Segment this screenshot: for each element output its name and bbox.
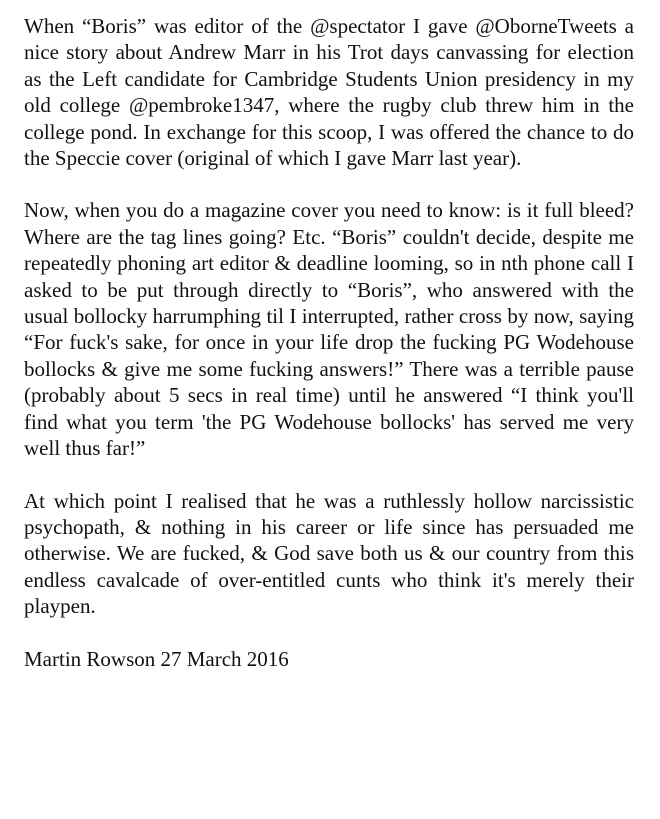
- paragraph-3: At which point I realised that he was a ruthlessly hollow narcissistic psychopath, & nothing in his career or life since has persuaded me otherwise. We are fucked, & God save both us & our country from this endless cavalcade of over-entitled cunts who think it's merely their playpen.: [24, 488, 634, 619]
- signature: Martin Rowson 27 March 2016: [24, 646, 289, 671]
- paragraph-2: Now, when you do a magazine cover you need to know: is it full bleed? Where are the tag lines going? Etc. “Boris” couldn't decide, despite me repeatedly phoning art editor & deadline looming, so in nth phone call I asked to be put through directly to “Boris”, who answered with the usual bollocky harrumphing til I interrupted, rather cross by now, saying “For fuck's sake, for once in your life drop the fucking PG Wodehouse bollocks & give me some fucking answers!” There was a terrible pause (probably about 5 secs in real time) until he answered “I think you'll find what you term 'the PG Wodehouse bollocks' has served me very well thus far!”: [24, 198, 634, 461]
- paragraph-1: When “Boris” was editor of the @spectator I gave @OborneTweets a nice story about Andrew Marr in his Trot days canvassing for election as the Left candidate for Cambridge Students Union presidency in my old college @pembroke1347, where the rugby club threw him in the college pond. In exchange for this scoop, I was offered the chance to do the Speccie cover (original of which I gave Marr last year).: [24, 14, 634, 171]
